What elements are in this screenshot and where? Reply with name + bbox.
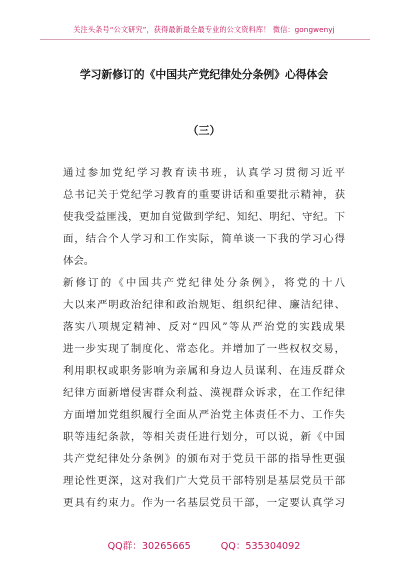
body-line: 落实八项规定精神、反对“四风”等从严治党的实践成果 [63, 321, 345, 333]
body-line: 使我受益匪浅，更加自觉做到学纪、知纪、明纪、守纪。下 [63, 211, 345, 223]
header-banner: 关注头条号“公文研究”，获得最新最全最专业的公文资料库！ 微信：gongwenyj [73, 25, 335, 34]
body-line: 体会。 [63, 255, 95, 267]
body-line: 进一步实现了制度化、常态化。并增加了一些权权交易， [63, 343, 345, 355]
section-number: （三） [187, 124, 221, 137]
body-line: 职等违纪条款，等相关责任进行划分，可以说，新《中国 [63, 431, 345, 443]
body-line: 面，结合个人学习和工作实际，简单谈一下我的学习心得 [63, 233, 345, 245]
document-body [63, 162, 345, 514]
body-line: 更具有约束力。作为一名基层党员干部，一定要认真学习 [63, 497, 345, 509]
footer-qq-number: QQ：535304092 [220, 541, 301, 552]
body-line: 方面增加党组织履行全面从严治党主体责任不力、工作失 [63, 409, 345, 421]
document-title: 学习新修订的《中国共产党纪律处分条例》心得体会 [79, 68, 329, 81]
body-line: 利用职权或职务影响为亲属和身边人员谋利、在违反群众 [63, 365, 345, 377]
body-line: 共产党纪律处分条例》的颁布对于党员干部的指导性更强 [63, 453, 345, 465]
footer-contact [0, 538, 408, 552]
body-line: 总书记关于党纪学习教育的重要讲话和重要批示精神，获 [63, 189, 345, 201]
body-line: 纪律方面新增侵害群众利益、漠视群众诉求，在工作纪律 [63, 387, 345, 399]
header-divider [40, 39, 370, 40]
body-line: 理论性更深，这对我们广大党员干部特别是基层党员干部 [63, 475, 345, 487]
body-line: 通过参加党纪学习教育读书班，认真学习贯彻习近平 [63, 167, 345, 179]
footer-qq-group: QQ群：30265665 [107, 541, 191, 552]
body-line: 大以来严明政治纪律和政治规矩、组织纪律、廉洁纪律、 [63, 299, 345, 311]
body-line: 新修订的《中国共产党纪律处分条例》，将党的十八 [63, 277, 345, 289]
